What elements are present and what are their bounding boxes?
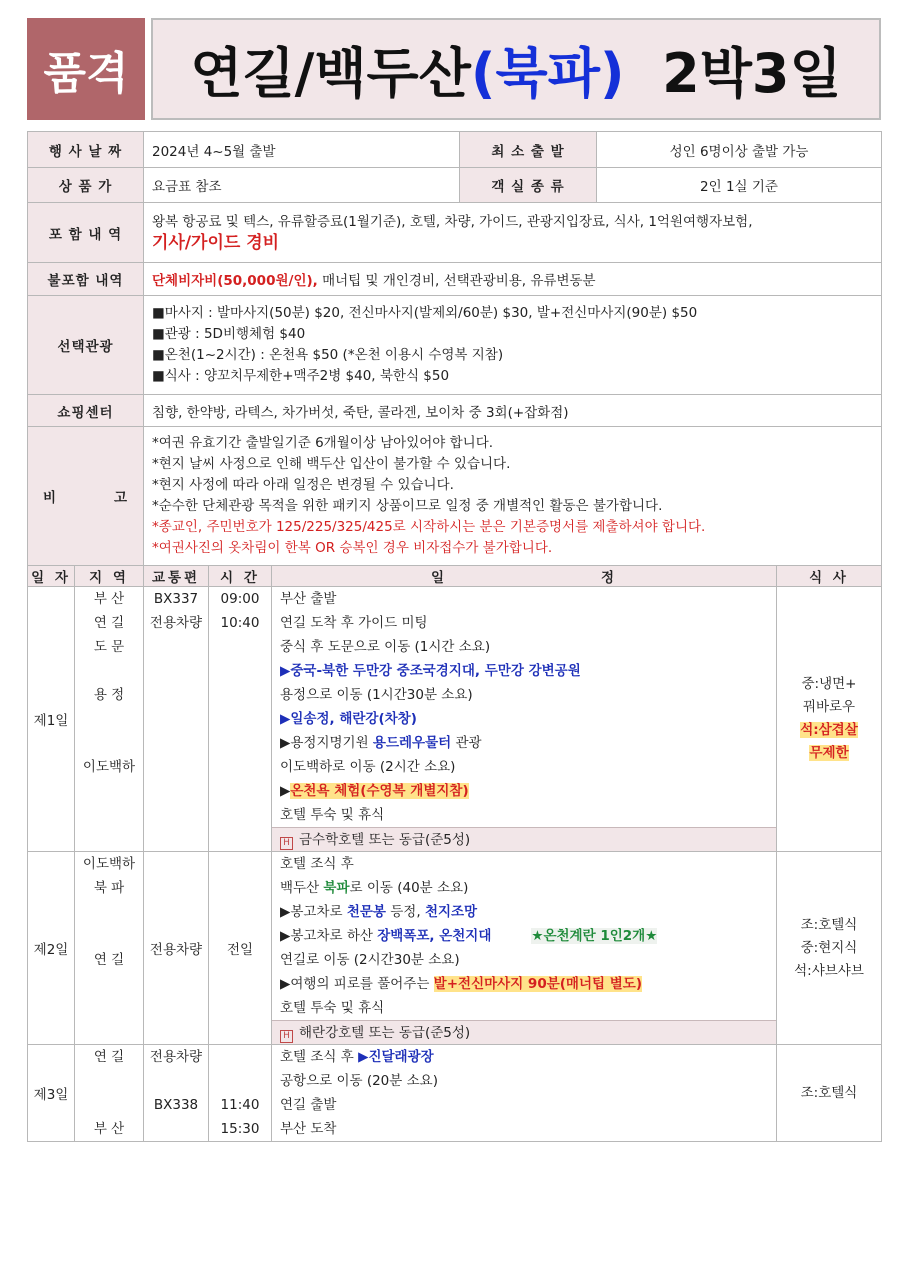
sight: 용드레우물터	[372, 735, 452, 751]
note-line: *현지 날씨 사정으로 인해 백두산 입산이 불가할 수 있습니다.	[152, 456, 511, 472]
north-slope: 북파	[323, 880, 350, 896]
itinerary-line	[272, 779, 776, 803]
note-label: 비 고	[28, 427, 144, 566]
text: 로 이동 (40분 소요)	[349, 880, 469, 896]
note-line: *순수한 단체관광 목적을 위한 패키지 상품이므로 일정 중 개별적인 활동은 불가합니다.	[152, 498, 663, 514]
itinerary-line: ▶일송정, 해란강(차창)	[280, 711, 417, 727]
sight: 천문봉	[346, 904, 386, 920]
incl-value	[144, 203, 882, 263]
date-value: 2024년 4~5월 출발	[144, 132, 460, 168]
incl-label: 포 함 내 역	[28, 203, 144, 263]
region	[75, 1093, 143, 1117]
note-line-warning: *여권사진의 옷차림이 한복 OR 승복인 경우 비자접수가 불가합니다.	[152, 540, 553, 556]
spa-experience: 온천욕 체험(수영복 개별지참)	[290, 783, 469, 799]
region	[75, 731, 143, 755]
region: 연 길	[93, 952, 125, 968]
day-row	[28, 1045, 882, 1142]
text: 등정,	[385, 904, 425, 920]
meal: 꿔바로우	[802, 699, 856, 715]
sight: 장백폭포, 온천지대	[377, 928, 492, 944]
region-cell	[75, 852, 144, 1045]
meal: 중:현지식	[800, 939, 858, 956]
region: 용 정	[93, 687, 125, 703]
itinerary-line: 호텔 조식 후	[280, 856, 354, 872]
page-title	[151, 18, 881, 120]
day-label: 제3일	[28, 1045, 75, 1142]
col-time: 시 간	[209, 566, 272, 587]
visa-fee: 단체비자비(50,000원/인),	[152, 273, 318, 289]
hotel-line	[272, 827, 776, 851]
sight: 천지조망	[424, 904, 478, 920]
itinerary-line	[272, 876, 776, 900]
time-cell	[209, 1045, 272, 1142]
itinerary-line: 호텔 투숙 및 휴식	[280, 1000, 385, 1016]
note-line: *현지 사정에 따라 아래 일정은 변경될 수 있습니다.	[152, 477, 454, 493]
region: 부 산	[93, 1121, 125, 1137]
time	[209, 1069, 271, 1093]
region: 연 길	[93, 1049, 125, 1065]
text: ▶용정지명기원	[280, 735, 373, 751]
excl-label: 불포함 내역	[28, 263, 144, 296]
transport-cell	[144, 1045, 209, 1142]
meal-cell	[777, 852, 882, 1045]
itinerary-line: 이도백하로 이동 (2시간 소요)	[280, 759, 456, 775]
meal-cell	[777, 587, 882, 852]
title-duration: 2박3일	[662, 41, 842, 105]
itinerary-line: 연길 도착 후 가이드 미팅	[280, 615, 428, 631]
min-label: 최 소 출 발	[460, 132, 597, 168]
region: 이도백하	[82, 759, 136, 775]
time-cell	[209, 587, 272, 852]
text: ▶여행의 피로를 풀어주는	[280, 976, 434, 992]
shop-label: 쇼핑센터	[28, 395, 144, 427]
sight: ▶진달래광장	[358, 1049, 434, 1065]
transport: 전용차량	[149, 615, 203, 631]
time-cell: 전일	[209, 852, 272, 1045]
text: ▶봉고차로 하산	[280, 928, 378, 944]
day-label: 제2일	[28, 852, 75, 1045]
title-north-slope: (북파)	[470, 41, 625, 105]
price-label: 상 품 가	[28, 168, 144, 203]
meal-cell	[777, 1045, 882, 1142]
itinerary-line	[272, 900, 776, 924]
meal-dinner: 무제한	[809, 745, 849, 761]
itinerary-line: 공항으로 이동 (20분 소요)	[280, 1073, 438, 1089]
opt-value	[144, 296, 882, 395]
hotel-icon: H	[280, 837, 293, 850]
meal: 석:샤브샤브	[794, 962, 864, 979]
opt-line: ■온천(1~2시간) : 온천욕 $50 (*온천 이용시 수영복 지참)	[152, 347, 504, 363]
transport	[144, 1069, 208, 1093]
opt-line: ■마사지 : 발마사지(50분) $20, 전신마사지(발제외/60분) $30, 발+전신마사지(90분) $50	[152, 305, 698, 321]
massage: 발+전신마사지 90분(매너팁 별도)	[433, 976, 643, 992]
title-main: 연길/백두산	[190, 41, 471, 105]
text: ▶봉고차로	[280, 904, 347, 920]
time: 11:40	[220, 1097, 260, 1113]
schedule-table	[27, 565, 882, 1142]
region-cell	[75, 1045, 144, 1142]
opt-line: ■식사 : 양꼬치무제한+맥주2병 $40, 북한식 $50	[152, 368, 450, 384]
grade-badge: 품격	[27, 18, 145, 120]
note-line-warning: *종교인, 주민번호가 125/225/325/425로 시작하시는 분은 기본증명서를 제출하셔야 합니다.	[152, 519, 706, 535]
col-transport: 교통편	[144, 566, 209, 587]
opt-label: 선택관광	[28, 296, 144, 395]
note-value	[144, 427, 882, 566]
date-label: 행 사 날 짜	[28, 132, 144, 168]
transport-cell	[144, 587, 209, 852]
itinerary-line: 호텔 투숙 및 휴식	[280, 807, 385, 823]
itinerary-line: ▶중국-북한 두만강 중조국경지대, 두만강 강변공원	[280, 663, 581, 679]
region	[75, 707, 143, 731]
time: 09:00	[220, 591, 260, 607]
day-label: 제1일	[28, 587, 75, 852]
region: 이도백하	[82, 856, 136, 872]
meal: 중:냉면+	[801, 676, 857, 692]
itinerary-line: 연길로 이동 (2시간30분 소요)	[280, 952, 460, 968]
time: 10:40	[220, 615, 260, 631]
incl-fee-line: 기사/가이드 경비	[152, 232, 280, 253]
text: 백두산	[280, 880, 324, 896]
time	[209, 1045, 271, 1069]
text: 호텔 조식 후	[280, 1049, 359, 1065]
itinerary-line	[272, 1045, 776, 1069]
itinerary-line: 부산 출발	[280, 591, 337, 607]
min-value: 성인 6명이상 출발 가능	[597, 132, 882, 168]
time: 15:30	[220, 1121, 260, 1137]
transport: 전용차량	[149, 1049, 203, 1065]
incl-line: 왕복 항공료 및 텍스, 유류할증료(1월기준), 호텔, 차량, 가이드, 관광지입장료, 식사, 1억원여행자보험,	[152, 213, 753, 230]
opt-line: ■관광 : 5D비행체험 $40	[152, 326, 306, 342]
meal: 조:호텔식	[800, 1084, 858, 1101]
itinerary-line	[272, 731, 776, 755]
region: 북 파	[93, 880, 125, 896]
note-line: *여권 유효기간 출발일기준 6개월이상 남아있어야 합니다.	[152, 435, 494, 451]
hotel-line	[272, 1020, 776, 1044]
transport	[144, 1117, 208, 1141]
region	[75, 1069, 143, 1093]
text: ▶	[280, 783, 291, 799]
itinerary-line: 연길 출발	[280, 1097, 337, 1113]
region: 연 길	[93, 615, 125, 631]
itinerary-cell	[272, 1045, 777, 1142]
itinerary-cell	[272, 587, 777, 852]
itinerary-line: 용정으로 이동 (1시간30분 소요)	[280, 687, 473, 703]
hotel-name: 해란강호텔 또는 동급(준5성)	[299, 1025, 471, 1041]
itinerary-line: 중식 후 도문으로 이동 (1시간 소요)	[280, 639, 491, 655]
itinerary-line	[272, 924, 776, 948]
info-table	[27, 131, 882, 566]
hotel-icon: H	[280, 1030, 293, 1043]
itinerary-line	[272, 972, 776, 996]
room-label: 객 실 종 류	[460, 168, 597, 203]
meal: 조:호텔식	[800, 916, 858, 933]
meal-dinner: 석:삼겹살	[800, 722, 858, 738]
header	[27, 18, 881, 120]
text: 관광	[451, 735, 482, 751]
region-cell	[75, 587, 144, 852]
col-meal: 식 사	[777, 566, 882, 587]
flight-number: BX337	[153, 591, 199, 607]
hotel-name: 금수학호텔 또는 동급(준5성)	[299, 832, 471, 848]
itinerary-line: 부산 도착	[280, 1121, 337, 1137]
egg-bonus: ★온천계란 1인2개★	[531, 928, 658, 944]
itinerary-cell	[272, 852, 777, 1045]
region	[75, 659, 143, 683]
shop-value: 침향, 한약방, 라텍스, 차가버섯, 죽탄, 콜라겐, 보이차 중 3회(+잡화점)	[144, 395, 882, 427]
flight-number: BX338	[153, 1097, 199, 1113]
region	[75, 900, 143, 924]
excl-value	[144, 263, 882, 296]
region	[75, 924, 143, 948]
col-itinerary: 일 정	[272, 566, 777, 587]
price-value: 요금표 참조	[144, 168, 460, 203]
region: 부 산	[93, 591, 125, 607]
day-row	[28, 587, 882, 852]
col-region: 지 역	[75, 566, 144, 587]
region: 도 문	[93, 639, 125, 655]
col-day: 일 자	[28, 566, 75, 587]
day-row	[28, 852, 882, 1045]
transport-cell: 전용차량	[144, 852, 209, 1045]
excl-rest: 매너팁 및 개인경비, 선택관광비용, 유류변동분	[317, 273, 596, 289]
room-value: 2인 1실 기준	[597, 168, 882, 203]
